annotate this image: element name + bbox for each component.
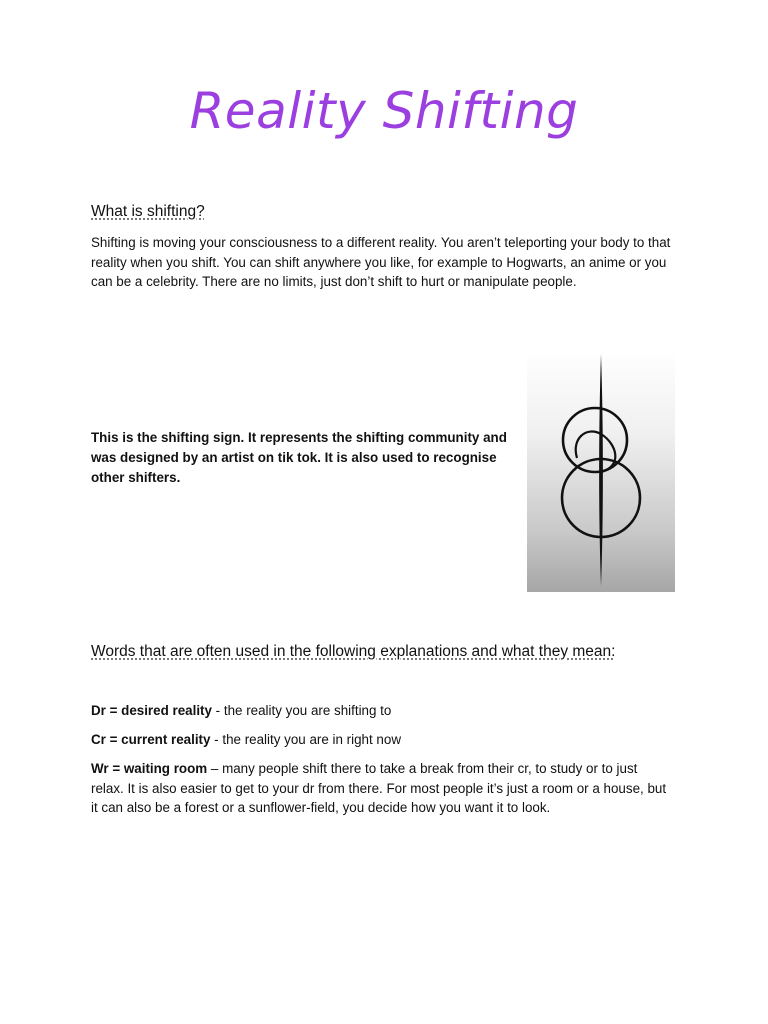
definition-meaning: the reality you are in right now [222, 732, 401, 747]
definition-term: Wr = waiting room [91, 761, 208, 776]
definition-term: Dr = desired reality [91, 703, 212, 718]
definition-meaning: the reality you are shifting to [223, 703, 392, 718]
page-title: Reality Shifting [189, 82, 579, 140]
definition-meaning: many people shift there to take a break from their cr, to study or to just relax. It is also easier to get to your dr from there. For most people it’s just a room or a house, but it can also be a forest or a sunflower-field, you decide how you want it to look. [91, 761, 667, 815]
section-heading-definitions: Words that are often used in the following explanations and what they mean: [91, 643, 616, 660]
shifting-sign-image [527, 348, 675, 592]
definition-separator: – [207, 761, 223, 776]
shifting-sign-description: This is the shifting sign. It represents the shifting community and was designed by an artist on tik tok. It is also used to recognise other shifters. [91, 430, 507, 485]
section-heading-what-is-shifting: What is shifting? [91, 203, 205, 220]
definition-cr [91, 730, 691, 750]
definition-separator: - [211, 703, 224, 718]
definition-term: Cr = current reality [91, 732, 211, 747]
definition-wr [91, 759, 671, 818]
shifting-sign-icon [527, 348, 675, 592]
definition-dr [91, 701, 691, 721]
shifting-description: Shifting is moving your consciousness to a different reality. You aren’t teleporting your body to that reality when you shift. You can shift anywhere you like, for example to Hogwarts, an anime or you can be a celebrity. There are no limits, just don’t shift to hurt or manipulate people. [91, 235, 671, 289]
definition-separator: - [210, 732, 223, 747]
